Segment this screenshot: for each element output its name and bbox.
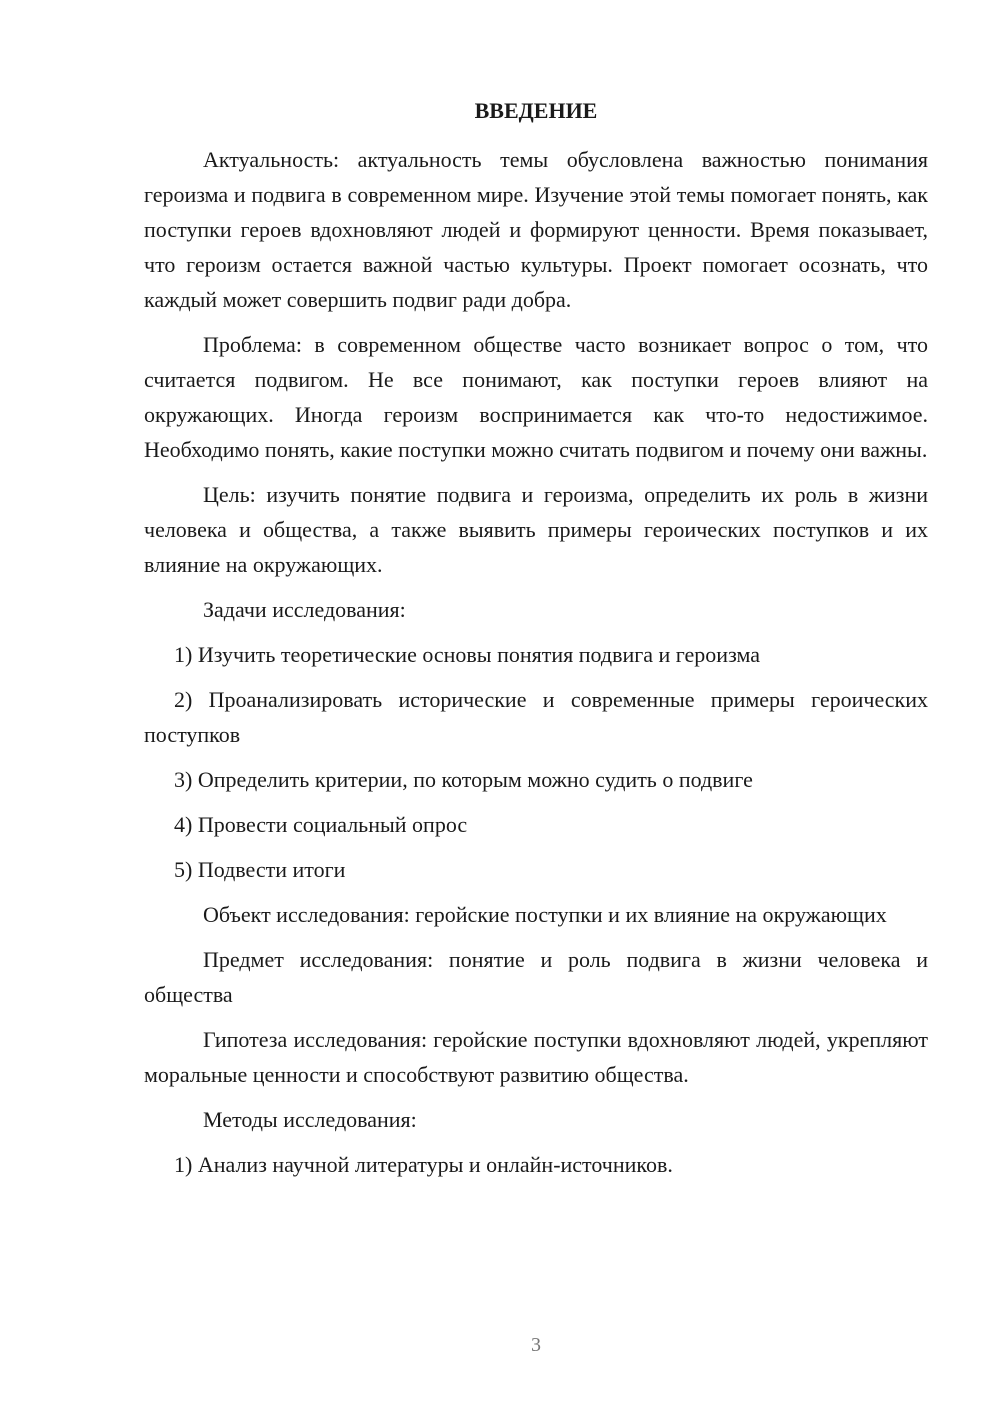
goal-paragraph: Цель: изучить понятие подвига и героизма, определить их роль в жизни человека и общества, а также выявить примеры героических поступков и их влияние на окружающих. (144, 482, 928, 577)
hypothesis-paragraph: Гипотеза исследования: геройские поступки вдохновляют людей, укрепляют моральные ценности и способствуют развитию общества. (144, 1027, 928, 1087)
relevance-paragraph: Актуальность: актуальность темы обусловлена важностью понимания героизма и подвига в современном мире. Изучение этой темы помогает понять, как поступки героев вдохновляют людей и формируют ценности. Время показывает, что героизм остается важной частью культуры. Проект помогает осознать, что каждый может совершить подвиг ради добра. (144, 147, 928, 312)
object-paragraph: Объект исследования: геройские поступки и их влияние на окружающих (203, 902, 887, 927)
subject-paragraph: Предмет исследования: понятие и роль подвига в жизни человека и общества (144, 947, 928, 1007)
task-item-3: 3) Определить критерии, по которым можно судить о подвиге (174, 767, 753, 792)
task-item-2: 2) Проанализировать исторические и современные примеры героических поступков (144, 687, 928, 747)
document-page (144, 0, 928, 1414)
tasks-heading: Задачи исследования: (203, 597, 406, 622)
page-number: 3 (531, 1334, 541, 1356)
task-item-1: 1) Изучить теоретические основы понятия подвига и героизма (174, 642, 760, 667)
problem-paragraph: Проблема: в современном обществе часто возникает вопрос о том, что считается подвигом. Не все понимают, как поступки героев влияют на окружающих. Иногда героизм воспринимается как что-то недостижимое. Необходимо понять, какие поступки можно считать подвигом и почему они важны. (144, 332, 928, 462)
document-body (144, 142, 928, 1192)
document-title: ВВЕДЕНИЕ (474, 98, 598, 123)
task-item-5: 5) Подвести итоги (174, 857, 346, 882)
method-item-1: 1) Анализ научной литературы и онлайн-источников. (174, 1152, 673, 1177)
methods-heading: Методы исследования: (203, 1107, 417, 1132)
task-item-4: 4) Провести социальный опрос (174, 812, 468, 837)
